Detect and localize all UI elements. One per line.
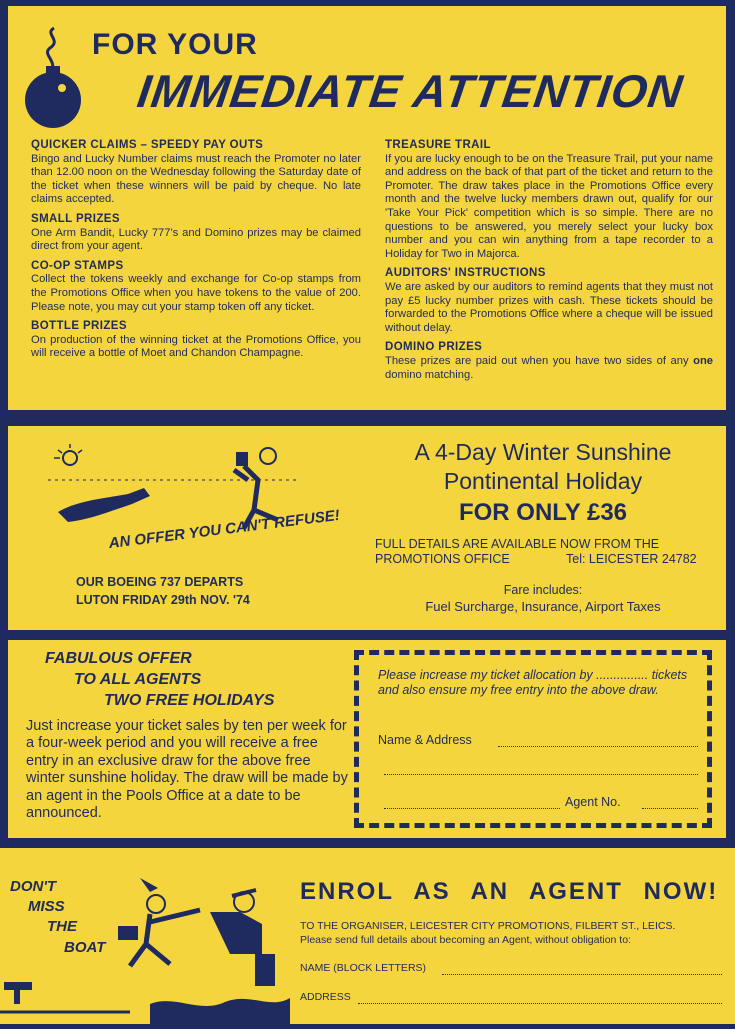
fare-label: Fare includes: [503, 583, 583, 597]
address-label: ADDRESS [300, 991, 351, 1003]
address-line-3-field[interactable] [384, 808, 560, 809]
section-heading: CO-OP STAMPS [31, 259, 124, 272]
offer-cartoon-caption: AN OFFER YOU CAN'T REFUSE! [107, 506, 341, 553]
section-text: Collect the tokens weekly and exchange for Co-op stamps from the Promotions Office when you have tokens to the value of 200. Please note, you may cut your stamp token off any ticket. [31, 273, 361, 313]
holiday-price: FOR ONLY £36 [458, 499, 628, 526]
section-text: One Arm Bandit, Lucky 777's and Domino prizes may be claimed direct from your agent. [31, 226, 361, 253]
offer-body: Just increase your ticket sales by ten per week for a four-week period and you will receive a free entry in an exclusive draw for the above free winter sunshine holiday. The draw will be made by an agent in the Pools Office at a date to be announced. [26, 718, 348, 822]
agent-number-field[interactable] [642, 808, 698, 809]
holiday-panel [8, 426, 726, 630]
dont-text: DON'T [10, 878, 57, 895]
coupon-name-label: Name & Address [378, 733, 472, 747]
departs-line-2: LUTON FRIDAY 29th NOV. '74 [76, 593, 250, 607]
enrol-title: ENROL AS AN AGENT NOW! [300, 878, 719, 905]
name-address-field[interactable] [498, 746, 698, 747]
name-field[interactable] [442, 974, 722, 975]
section-heading: BOTTLE PRIZES [31, 320, 127, 333]
enrol-instructions: Please send full details about becoming an Agent, without obligation to: [300, 934, 631, 946]
left-info-column [31, 139, 361, 361]
organiser-address: TO THE ORGANISER, LEICESTER CITY PROMOTIONS, FILBERT ST., LEICS. [300, 920, 676, 932]
section-heading: QUICKER CLAIMS – SPEEDY PAY OUTS [31, 139, 264, 151]
section-heading: SMALL PRIZES [31, 212, 120, 225]
boat-cartoon-icon [0, 874, 295, 1024]
coupon-intro: Please increase my ticket allocation by ............... tickets and also ensure my free entry into the above draw. [378, 668, 688, 697]
offer-heading-2: TO ALL AGENTS [74, 671, 202, 688]
attention-panel [8, 6, 726, 410]
fare-items: Fuel Surcharge, Insurance, Airport Taxes [425, 599, 661, 614]
address-field[interactable] [358, 1003, 722, 1004]
the-text: THE [47, 918, 77, 935]
address-line-2-field[interactable] [384, 774, 698, 775]
enrol-panel [0, 848, 735, 1024]
section-heading: AUDITORS' INSTRUCTIONS [385, 267, 546, 280]
right-info-column [385, 139, 713, 382]
section-text: Bingo and Lucky Number claims must reach the Promoter no later than 12.00 noon on the Wednesday following the Saturday date of the ticket when these winners will be paid by cheque. No late claims accepted. [31, 152, 361, 206]
name-label: NAME (BLOCK LETTERS) [300, 962, 427, 974]
details-line-2: PROMOTIONS OFFICE [375, 552, 510, 566]
bomb-icon [22, 22, 92, 142]
heading-immediate-attention: IMMEDIATE ATTENTION [134, 65, 687, 117]
section-text: On production of the winning ticket at the Promotions Office, you will receive a bottle of Moet and Chandon Champagne. [31, 333, 361, 360]
section-text: These prizes are paid out when you have two sides of any one domino matching. [385, 354, 713, 381]
details-line-1: FULL DETAILS ARE AVAILABLE NOW FROM THE [375, 537, 660, 551]
boat-text: BOAT [64, 939, 106, 956]
offer-heading-1: FABULOUS OFFER [45, 650, 192, 667]
holiday-title: A 4-Day Winter Sunshine Pontinental Holiday [414, 439, 672, 494]
coupon-agent-label: Agent No. [565, 795, 621, 809]
offer-heading-3: TWO FREE HOLIDAYS [104, 692, 275, 709]
section-heading: TREASURE TRAIL [385, 139, 491, 151]
section-heading: DOMINO PRIZES [385, 341, 483, 354]
telephone: Tel: LEICESTER 24782 [566, 552, 697, 566]
agents-offer-panel [8, 640, 726, 838]
departs-line-1: OUR BOEING 737 DEPARTS [76, 575, 244, 589]
section-text: If you are lucky enough to be on the Treasure Trail, put your name and address on the back of that part of the ticket and return to the Promoter. The draw takes place in the Promotions Office every month and the twelve lucky members drawn out, qualify for our 'Take Your Pick' competition which is so simple. There are no questions to be answered, you merely select your lucky box number and you can win anything from a tape recorder to a Holiday for Two in Majorca. [385, 152, 713, 260]
section-text: We are asked by our auditors to remind agents that they must not pay £5 lucky number prizes with cash. These tickets should be forwarded to the Promotions Office where a cheque will be issued without delay. [385, 280, 713, 334]
heading-for-your: FOR YOUR [92, 28, 258, 61]
miss-text: MISS [28, 898, 65, 915]
